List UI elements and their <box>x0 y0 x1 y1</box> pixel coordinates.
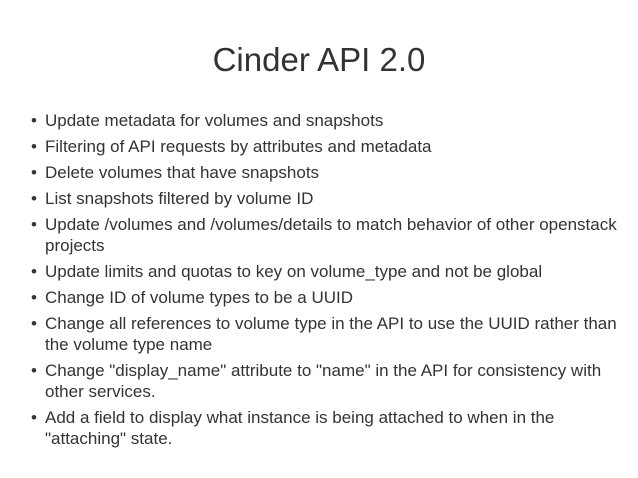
bullet-dot: • <box>31 361 37 380</box>
bullet-text: Update /volumes and /volumes/details to match behavior of other openstack projects <box>45 215 617 255</box>
bullet-item <box>28 407 618 449</box>
bullet-dot: • <box>31 314 37 333</box>
bullet-text: Filtering of API requests by attributes and metadata <box>45 137 432 156</box>
bullet-dot: • <box>31 163 37 182</box>
bullet-item <box>28 188 618 209</box>
bullet-item <box>28 287 618 308</box>
bullet-text: Delete volumes that have snapshots <box>45 163 320 182</box>
bullet-text: Change all references to volume type in the API to use the UUID rather than the volume type name <box>45 314 617 354</box>
bullet-item <box>28 261 618 282</box>
bullet-text: Update limits and quotas to key on volume_type and not be global <box>45 262 543 281</box>
bullet-dot: • <box>31 215 37 234</box>
bullet-item <box>28 313 618 355</box>
bullet-dot: • <box>31 137 37 156</box>
bullet-text: Change "display_name" attribute to "name" in the API for consistency with other services. <box>45 361 602 401</box>
bullet-item <box>28 136 618 157</box>
bullet-item <box>28 360 618 402</box>
bullet-text: Change ID of volume types to be a UUID <box>45 288 354 307</box>
bullet-text: Add a field to display what instance is being attached to when in the "attaching" state. <box>45 408 555 448</box>
bullet-text: List snapshots filtered by volume ID <box>45 189 314 208</box>
bullet-dot: • <box>31 288 37 307</box>
bullet-dot: • <box>31 262 37 281</box>
bullet-dot: • <box>31 408 37 427</box>
bullet-item <box>28 214 618 256</box>
bullet-dot: • <box>31 111 37 130</box>
bullet-list <box>28 110 618 454</box>
bullet-item <box>28 110 618 131</box>
bullet-dot: • <box>31 189 37 208</box>
slide-title: Cinder API 2.0 <box>212 41 426 78</box>
bullet-text: Update metadata for volumes and snapshots <box>45 111 384 130</box>
bullet-item <box>28 162 618 183</box>
